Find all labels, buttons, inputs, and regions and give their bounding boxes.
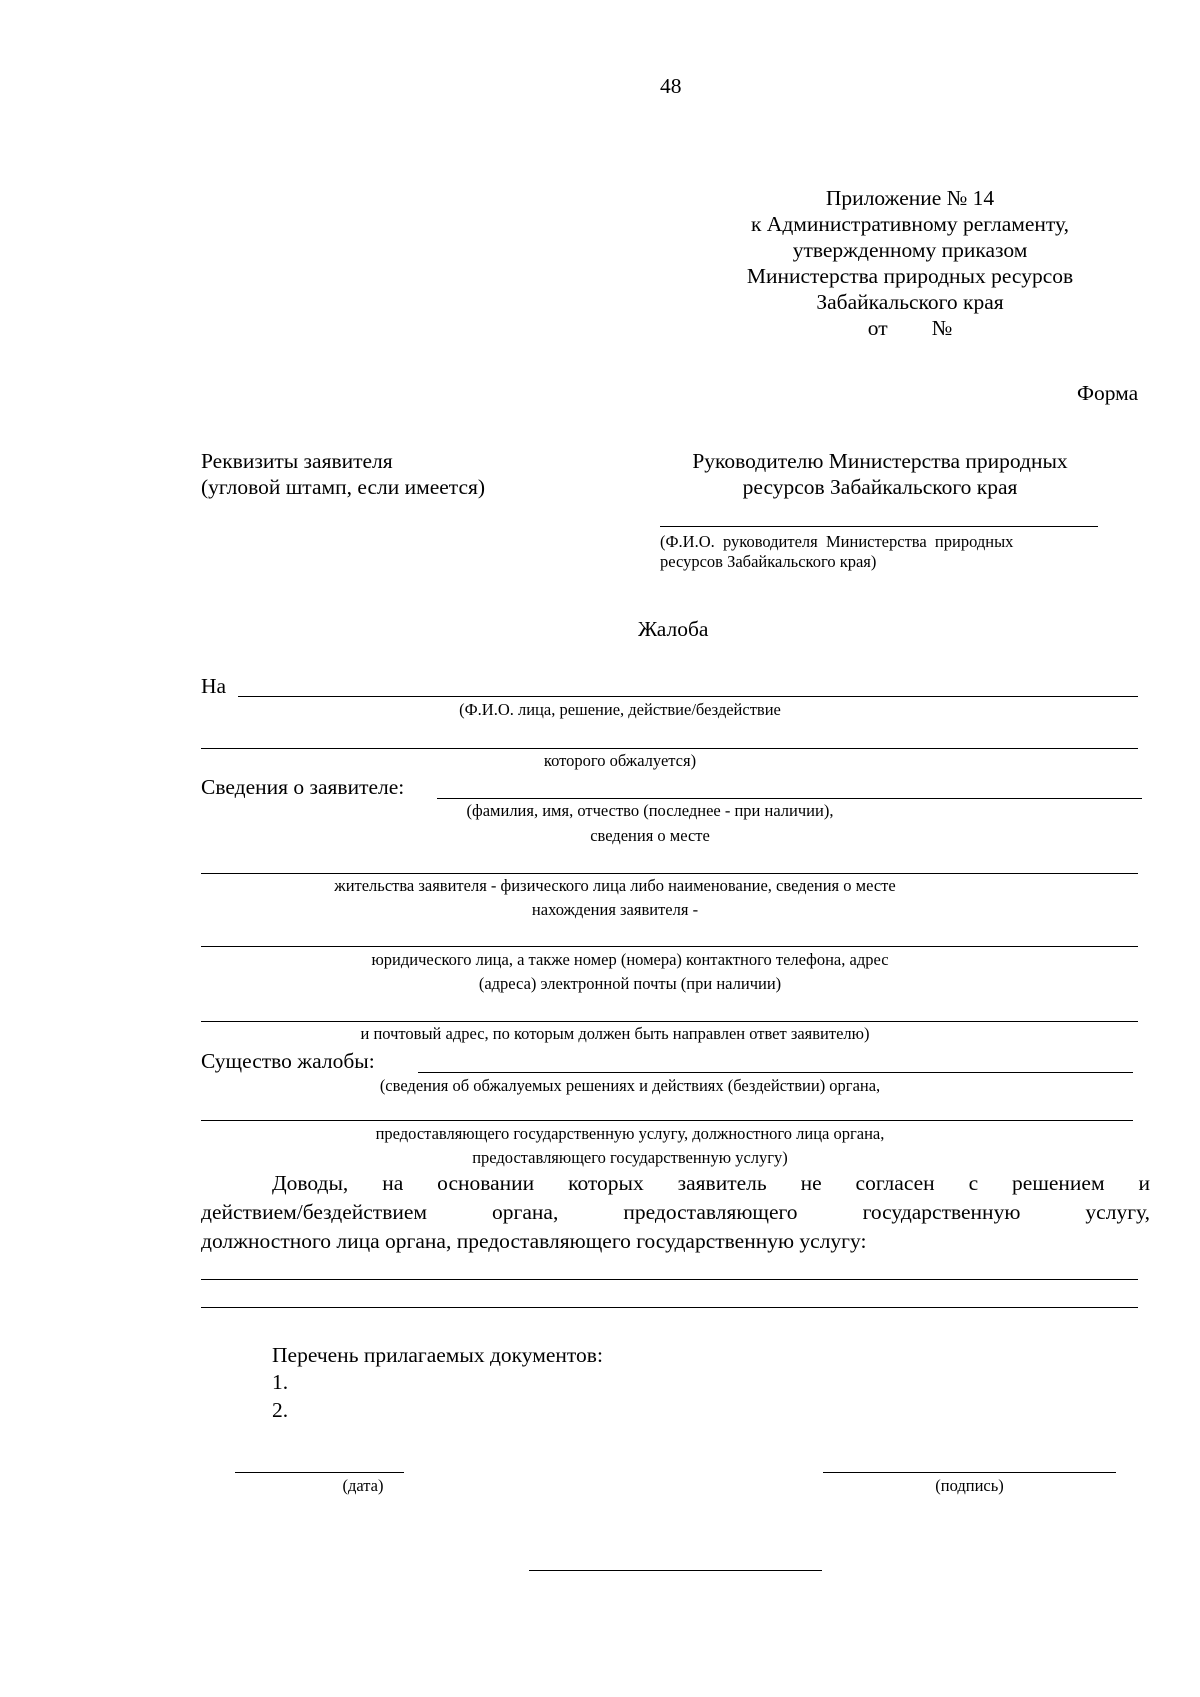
arguments-line-2: действием/бездействием органа, предоставляющего государственную услугу, <box>201 1200 1150 1224</box>
applicant-info-hint-5: юридического лица, а также номер (номера) контактного телефона, адрес <box>371 950 889 969</box>
attachment-item-2: 2. <box>272 1398 289 1422</box>
arguments-line-a[interactable] <box>201 1279 1138 1280</box>
attachment-item-1: 1. <box>272 1370 289 1394</box>
essence-hint-3: предоставляющего государственную услугу) <box>472 1148 788 1167</box>
addressee-name-line[interactable] <box>660 526 1098 527</box>
applicant-details-line-2: (угловой штамп, если имеется) <box>201 475 486 499</box>
essence-hint-2: предоставляющего государственную услугу, должностного лица органа, <box>375 1124 885 1143</box>
applicant-info-hint-2: сведения о месте <box>590 826 710 845</box>
addressee-line-1: Руководителю Министерства природных <box>692 449 1068 473</box>
document-title: Жалоба <box>638 617 709 641</box>
applicant-info-line-3[interactable] <box>201 946 1138 947</box>
appendix-block <box>700 185 1120 341</box>
appendix-line-1: Приложение № 14 <box>825 186 995 210</box>
page-number: 48 <box>660 74 682 98</box>
applicant-info-hint-4: нахождения заявителя - <box>531 900 699 919</box>
on-line-1[interactable] <box>238 696 1138 697</box>
date-line[interactable] <box>235 1472 404 1473</box>
addressee-hint-line-1: (Ф.И.О. руководителя Министерства природных <box>660 532 1014 551</box>
bottom-separator <box>529 1570 822 1571</box>
on-hint-1: (Ф.И.О. лица, решение, действие/бездействие <box>459 700 781 719</box>
applicant-info-hint-6: (адреса) электронной почты (при наличии) <box>478 974 782 993</box>
appendix-line-6 <box>700 315 1120 341</box>
appendix-line-3: утвержденному приказом <box>792 238 1028 262</box>
addressee-hint-line-2: ресурсов Забайкальского края) <box>660 552 877 571</box>
applicant-info-line-4[interactable] <box>201 1021 1138 1022</box>
applicant-details-line-1: Реквизиты заявителя <box>201 449 393 473</box>
appendix-from-label: от <box>867 316 888 340</box>
applicant-info-line-2[interactable] <box>201 873 1138 874</box>
appendix-line-4: Министерства природных ресурсов <box>746 264 1074 288</box>
date-hint: (дата) <box>342 1476 384 1495</box>
appendix-number-label: № <box>931 316 953 340</box>
attachments-label: Перечень прилагаемых документов: <box>272 1343 603 1367</box>
applicant-info-label: Сведения о заявителе: <box>201 775 405 799</box>
signature-line[interactable] <box>823 1472 1116 1473</box>
arguments-line-3: должностного лица органа, предоставляющего государственную услугу: <box>201 1229 867 1253</box>
signature-hint: (подпись) <box>935 1476 1004 1495</box>
applicant-info-hint-7: и почтовый адрес, по которым должен быть направлен ответ заявителю) <box>360 1024 870 1043</box>
on-line-2[interactable] <box>201 748 1138 749</box>
arguments-line-1: Доводы, на основании которых заявитель не согласен с решением и <box>272 1171 1150 1195</box>
applicant-info-hint-3: жительства заявителя - физического лица либо наименование, сведения о месте <box>334 876 896 895</box>
addressee-hint <box>660 532 1013 572</box>
form-label: Форма <box>1077 381 1139 405</box>
essence-hint-1: (сведения об обжалуемых решениях и действиях (бездействии) органа, <box>379 1076 881 1095</box>
appendix-line-5: Забайкальского края <box>816 290 1004 314</box>
arguments-line-b[interactable] <box>201 1307 1138 1308</box>
appendix-line-2: к Административному регламенту, <box>750 212 1069 236</box>
applicant-details <box>201 448 485 500</box>
essence-line-2[interactable] <box>201 1120 1133 1121</box>
addressee-block <box>660 448 1100 500</box>
on-hint-2: которого обжалуется) <box>543 751 697 770</box>
essence-line-1[interactable] <box>418 1072 1133 1073</box>
addressee-line-2: ресурсов Забайкальского края <box>742 475 1018 499</box>
applicant-info-hint-1: (фамилия, имя, отчество (последнее - при наличии), <box>466 801 834 820</box>
essence-label: Существо жалобы: <box>201 1049 375 1073</box>
applicant-info-line-1[interactable] <box>437 798 1142 799</box>
on-label: На <box>201 674 227 698</box>
